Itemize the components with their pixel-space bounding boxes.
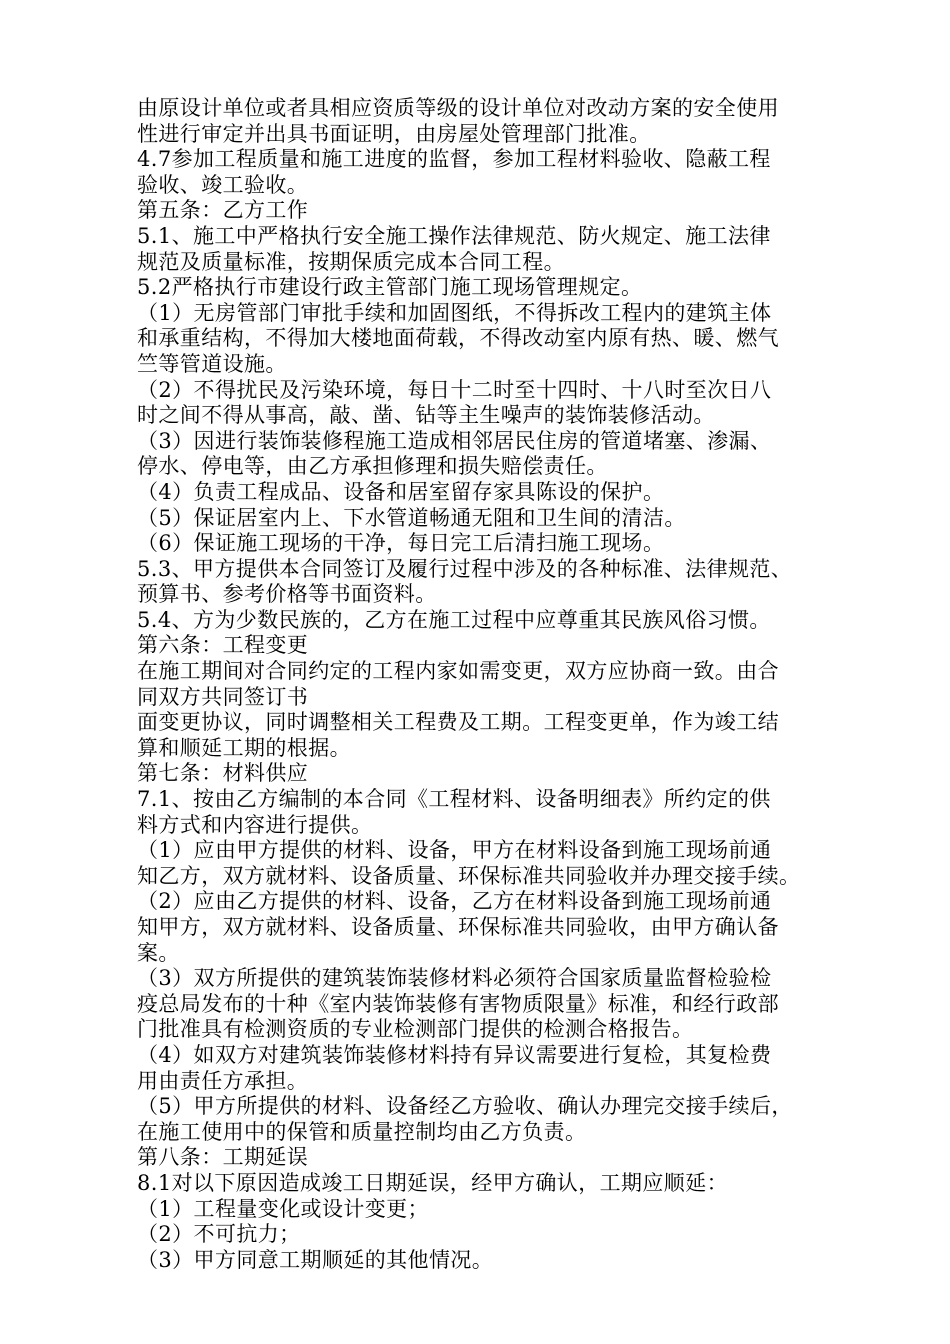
list-item: （1）应由甲方提供的材料、设备，甲方在材料设备到施工现场前通	[137, 838, 772, 863]
list-item: （4）如双方对建筑装饰装修材料持有异议需要进行复检，其复检费	[137, 1042, 772, 1067]
list-item: （5）保证居室内上、下水管道畅通无阻和卫生间的清洁。	[137, 505, 686, 530]
list-item: （3）甲方同意工期顺延的其他情况。	[137, 1247, 494, 1272]
list-item: （2）应由乙方提供的材料、设备，乙方在材料设备到施工现场前通	[137, 889, 772, 914]
article-5-heading: 第五条：乙方工作	[137, 198, 309, 223]
text-line: 面变更协议，同时调整相关工程费及工期。工程变更单，作为竣工结	[137, 710, 779, 735]
article-7-heading: 第七条：材料供应	[137, 761, 309, 786]
article-6-heading: 第六条：工程变更	[137, 633, 309, 658]
text-line: 疫总局发布的十种《室内装饰装修有害物质限量》标准，和经行政部	[137, 991, 779, 1016]
clause-8-1: 8.1对以下原因造成竣工日期延误，经甲方确认，工期应顺延：	[137, 1170, 728, 1195]
text-line: 案。	[137, 940, 180, 965]
text-line: 竺等管道设施。	[137, 351, 287, 376]
text-line: 由原设计单位或者具相应资质等级的设计单位对改动方案的安全使用	[137, 96, 779, 120]
text-line: 和承重结构，不得加大楼地面荷载，不得改动室内原有热、暖、燃气	[137, 326, 779, 351]
text-line: 料方式和内容进行提供。	[137, 812, 373, 837]
text-line: 知乙方，双方就材料、设备质量、环保标准共同验收并办理交接手续。	[137, 863, 801, 888]
clause-5-4: 5.4、方为少数民族的，乙方在施工过程中应尊重其民族风俗习惯。	[137, 607, 771, 632]
text-line: 门批准具有检测资质的专业检测部门提供的检测合格报告。	[137, 1017, 694, 1042]
clause-7-1: 7.1、按由乙方编制的本合同《工程材料、设备明细表》所约定的供	[137, 787, 771, 812]
clause-5-1: 5.1、施工中严格执行安全施工操作法律规范、防火规定、施工法律	[137, 223, 771, 248]
text-line: 时之间不得从事高，敲、凿、钻等主生噪声的装饰装修活动。	[137, 403, 715, 428]
text-line: 同双方共同签订书	[137, 684, 309, 709]
text-line: 算和顺延工期的根据。	[137, 735, 351, 760]
list-item: （2）不可抗力；	[137, 1222, 301, 1247]
text-line: 在施工期间对合同约定的工程内家如需变更，双方应协商一致。由合	[137, 659, 779, 684]
clause-5-2: 5.2严格执行市建设行政主管部门施工现场管理规定。	[137, 275, 643, 300]
list-item: （3）因进行装饰装修程施工造成相邻居民住房的管道堵塞、渗漏、	[137, 428, 772, 453]
list-item: （6）保证施工现场的干净，每日完工后清扫施工现场。	[137, 531, 665, 556]
text-line: 规范及质量标准，按期保质完成本合同工程。	[137, 249, 565, 274]
contract-text	[137, 96, 837, 1273]
clause-4-7: 4.7参加工程质量和施工进度的监督，参加工程材料验收、隐蔽工程	[137, 147, 771, 172]
text-line: 停水、停电等，由乙方承担修理和损失赔偿责任。	[137, 454, 608, 479]
list-item: （1）工程量变化或设计变更；	[137, 1196, 429, 1221]
text-line: 性进行审定并出具书面证明，由房屋处管理部门批准。	[137, 121, 651, 146]
text-line: 验收、竣工验收。	[137, 172, 309, 197]
list-item: （1）无房管部门审批手续和加固图纸，不得拆改工程内的建筑主体	[137, 300, 772, 325]
article-8-heading: 第八条：工期延误	[137, 1145, 309, 1170]
text-line: 预算书、参考价格等书面资料。	[137, 582, 437, 607]
list-item: （5）甲方所提供的材料、设备经乙方验收、确认办理完交接手续后，	[137, 1094, 793, 1119]
clause-5-3: 5.3、甲方提供本合同签订及履行过程中涉及的各种标准、法律规范、	[137, 556, 793, 581]
list-item: （2）不得扰民及污染环境，每日十二时至十四时、十八时至次日八	[137, 377, 772, 402]
list-item: （3）双方所提供的建筑装饰装修材料必须符合国家质量监督检验检	[137, 966, 772, 991]
text-line: 知甲方，双方就材料、设备质量、环保标准共同验收，由甲方确认备	[137, 915, 779, 939]
list-item: （4）负责工程成品、设备和居室留存家具陈设的保护。	[137, 479, 665, 504]
text-line: 在施工使用中的保管和质量控制均由乙方负责。	[137, 1119, 587, 1144]
text-line: 用由责任方承担。	[137, 1068, 309, 1093]
